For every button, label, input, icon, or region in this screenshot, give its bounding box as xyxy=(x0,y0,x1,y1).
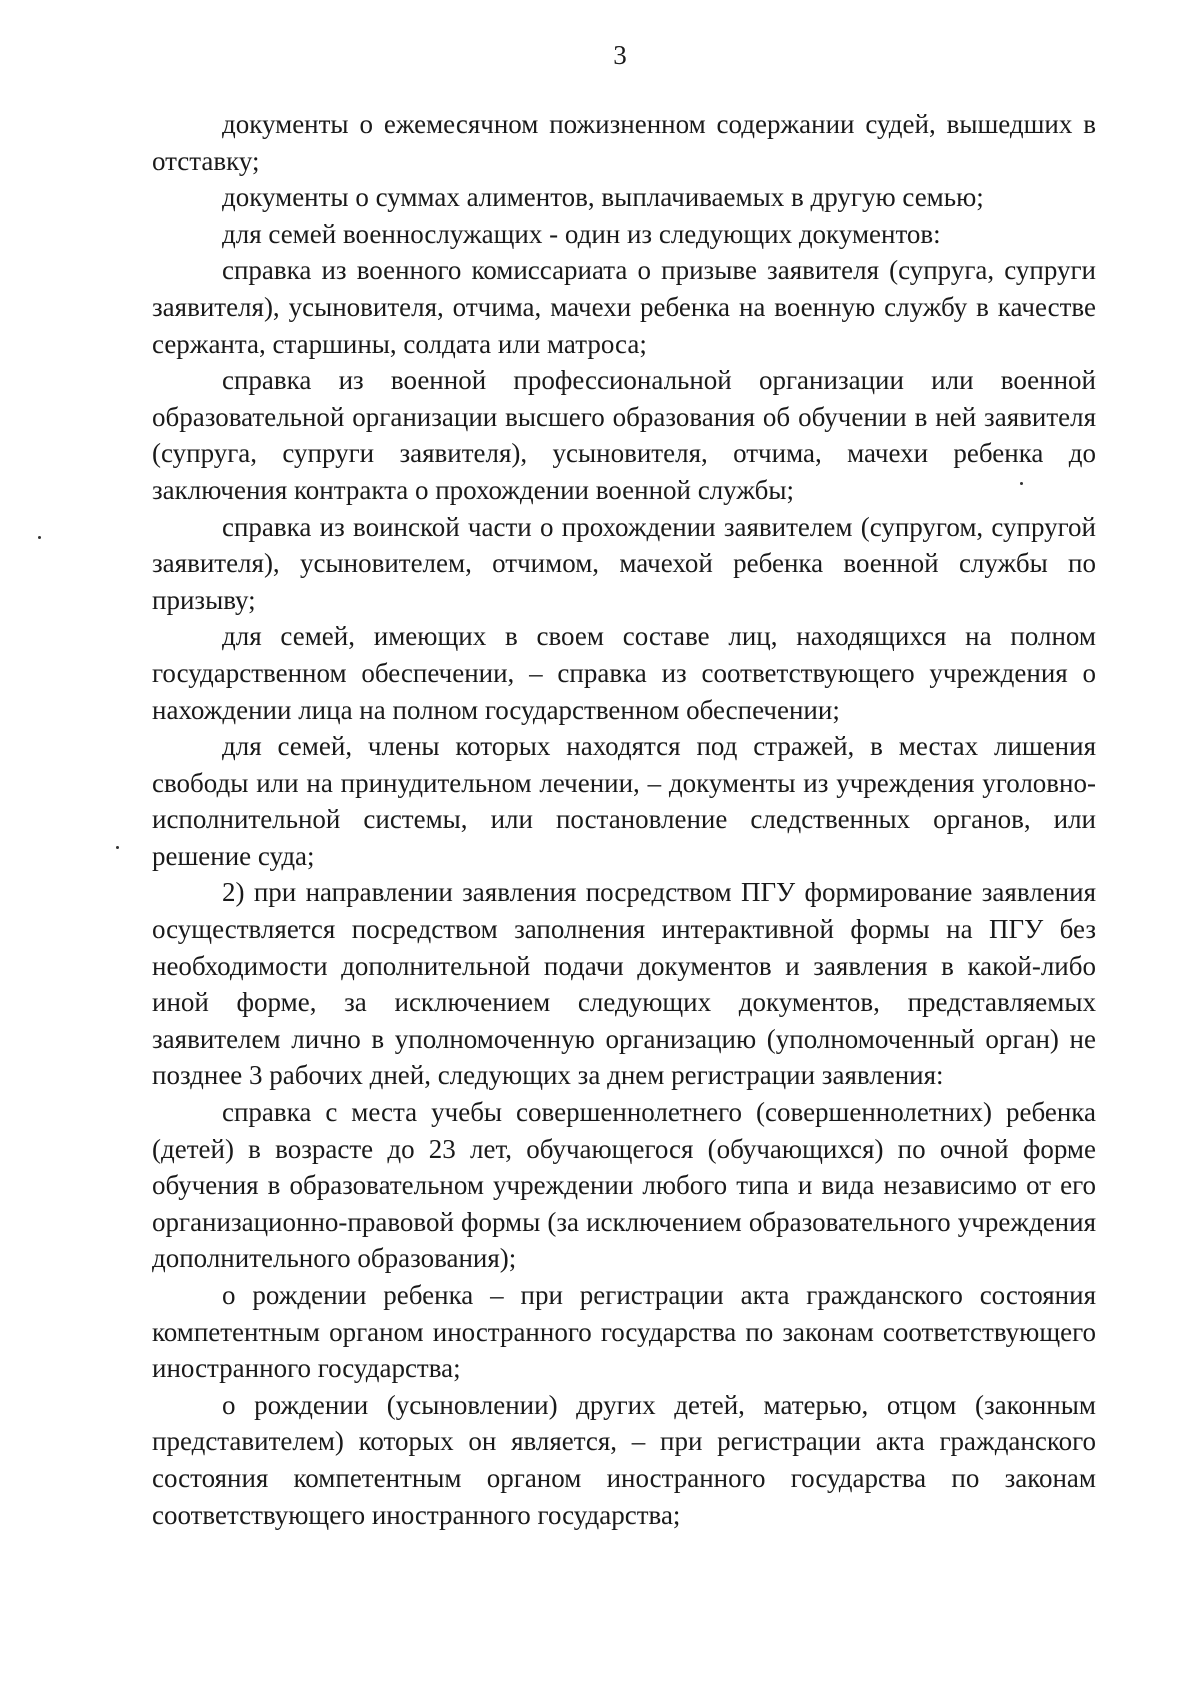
scan-speck xyxy=(116,846,119,849)
paragraph: справка из воинской части о прохождении заявителем (супругом, супругой заявителя), усыновителем, отчимом, мачехой ребенка военной службы по призыву; xyxy=(152,511,1096,615)
paragraph: документы о ежемесячном пожизненном содержании судей, вышедших в отставку; xyxy=(152,109,1096,176)
paragraph: справка из военной профессиональной организации или военной образовательной организации высшего образования об обучении в ней заявителя (супруга, супруги заявителя), усыновителя, отчима, мачехи ребенка до заключения контракта о прохождении военной службы; xyxy=(152,365,1096,505)
scan-speck xyxy=(38,536,41,539)
document-body xyxy=(152,106,1096,1533)
paragraph: для семей военнослужащих - один из следующих документов: xyxy=(222,218,941,249)
paragraph: 2) при направлении заявления посредством ПГУ формирование заявления осуществляется посредством заполнения интерактивной формы на ПГУ без необходимости дополнительной подачи документов и заявления в какой-либо иной форме, за исключением следующих документов, представляемых заявителем лично в уполномоченную организацию (уполномоченный орган) не позднее 3 рабочих дней, следующих за днем регистрации заявления: xyxy=(152,877,1096,1091)
page-number: 3 xyxy=(613,40,627,70)
paragraph: справка из военного комиссариата о призыве заявителя (супруга, супруги заявителя), усыновителя, отчима, мачехи ребенка на военную службу в качестве сержанта, старшины, солдата или матроса; xyxy=(152,255,1096,359)
paragraph: документы о суммах алиментов, выплачиваемых в другую семью; xyxy=(222,182,984,213)
scan-speck xyxy=(1020,482,1023,485)
paragraph: о рождении (усыновлении) других детей, матерью, отцом (законным представителем) которых он является, – при регистрации акта гражданского состояния компетентным органом иностранного государства по законам соответствующего иностранного государства; xyxy=(152,1389,1096,1530)
paragraph: о рождении ребенка – при регистрации акта гражданского состояния компетентным органом иностранного государства по законам соответствующего иностранного государства; xyxy=(152,1280,1096,1384)
paragraph: справка с места учебы совершеннолетнего (совершеннолетних) ребенка (детей) в возрасте до 23 лет, обучающегося (обучающихся) по очной форме обучения в образовательном учреждении любого типа и вида независимо от его организационно-правовой формы (за исключением образовательного учреждения дополнительного образования); xyxy=(152,1097,1096,1274)
paragraph: для семей, имеющих в своем составе лиц, находящихся на полном государственном обеспечении, – справка из соответствующего учреждения о нахождении лица на полном государственном обеспечении; xyxy=(152,621,1096,725)
paragraph: для семей, члены которых находятся под стражей, в местах лишения свободы или на принудительном лечении, – документы из учреждения уголовно-исполнительной системы, или постановление следственных органов, или решение суда; xyxy=(152,731,1096,871)
